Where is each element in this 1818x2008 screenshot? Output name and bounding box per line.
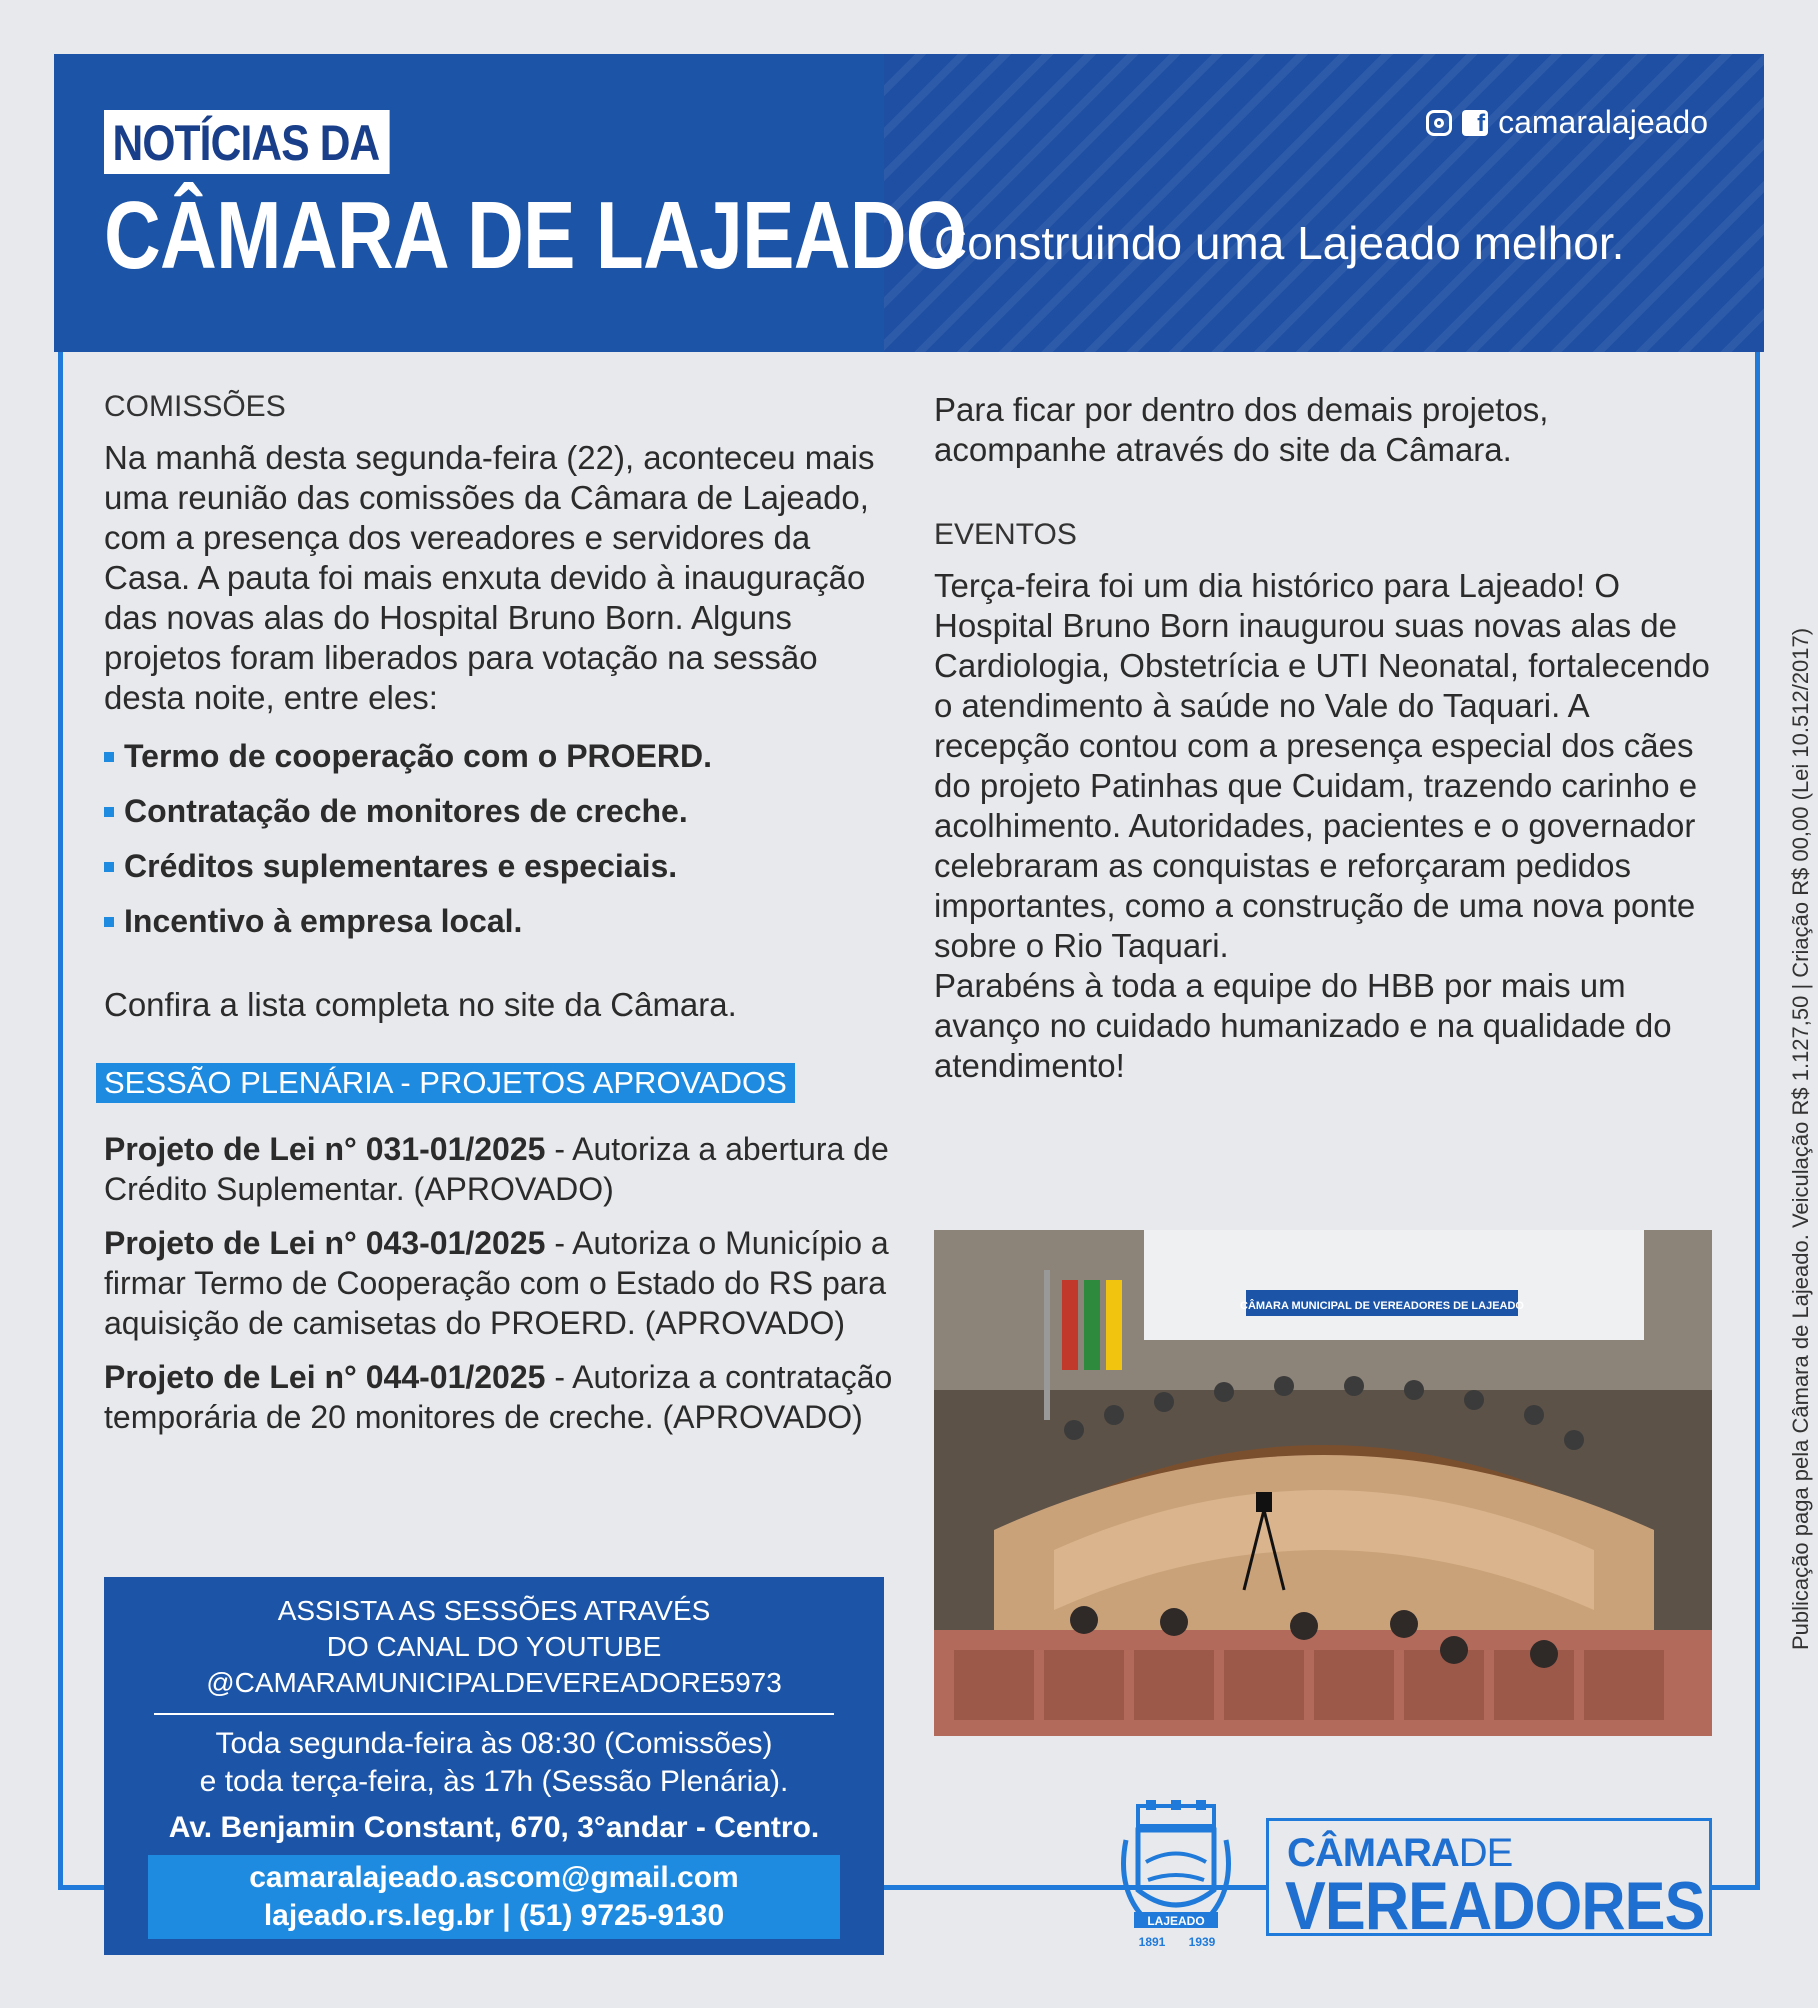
left-column (104, 390, 894, 1451)
list-item: Contratação de monitores de creche. (104, 791, 894, 831)
social-links (1426, 104, 1708, 141)
header-kicker: NOTÍCIAS DA (104, 110, 390, 174)
sessao-title: SESSÃO PLENÁRIA - PROJETOS APROVADOS (96, 1063, 795, 1103)
session-times-2: e toda terça-feira, às 17h (Sessão Plenária). (199, 1765, 789, 1798)
eventos-text-2: Parabéns à toda a equipe do HBB por mais um avanço no cuidado humanizado e na qualidade do atendimento! (934, 967, 1672, 1084)
camara-logo (1266, 1818, 1712, 1944)
youtube-channel-handle[interactable]: @CAMARAMUNICIPALDEVEREADORE5973 (206, 1667, 782, 1698)
session-times (104, 1725, 884, 1801)
plenary-illustration (934, 1230, 1712, 1736)
facebook-icon[interactable]: f (1462, 110, 1488, 136)
projeto-number: Projeto de Lei n° 044-01/2025 (104, 1359, 546, 1395)
projeto-item (104, 1129, 894, 1209)
session-times-1: Toda segunda-feira às 08:30 (Comissões) (215, 1727, 773, 1760)
header-title: CÂMARA DE LAJEADO (104, 182, 967, 289)
divider (154, 1713, 834, 1715)
right-column (934, 390, 1724, 1086)
projeto-item (104, 1223, 894, 1343)
social-handle[interactable]: camaralajeado (1498, 104, 1708, 140)
list-item: Termo de cooperação com o PROERD. (104, 736, 894, 776)
projeto-desc: - Autoriza a abertura de Crédito Suplementar. (APROVADO) (104, 1131, 889, 1207)
logo-top-bold: CÂMARA (1287, 1831, 1459, 1875)
site-phone[interactable]: lajeado.rs.leg.br | (51) 9725-9130 (263, 1899, 725, 1932)
contact-box (148, 1855, 840, 1939)
youtube-heading (104, 1593, 884, 1701)
projeto-number: Projeto de Lei n° 031-01/2025 (104, 1131, 546, 1167)
email-link[interactable]: camaralajeado.ascom@gmail.com (249, 1861, 739, 1894)
eventos-title: EVENTOS (934, 518, 1077, 551)
slogan: Construindo uma Lajeado melhor. (934, 217, 1625, 269)
eventos-text: Terça-feira foi um dia histórico para Lajeado! O Hospital Bruno Born inaugurou suas novas alas de Cardiologia, Obstetrícia e UTI Neonatal, fortalecendo o atendimento à saúde no Vale do Taquari. A recepção contou com a presença especial dos cães do projeto Patinhas que Cuidam, trazendo carinho e acolhimento. Autoridades, pacientes e o governador celebraram as conquistas e reforçaram pedidos importantes, como a construção de uma nova ponte sobre o Rio Taquari. (934, 567, 1710, 964)
photo-banner-text: CÂMARA MUNICIPAL DE VEREADORES DE LAJEADO (1240, 1300, 1524, 1312)
address: Av. Benjamin Constant, 670, 3°andar - Centro. (168, 1811, 820, 1844)
list-item: Incentivo à empresa local. (104, 901, 894, 941)
youtube-line-1: ASSISTA AS SESSÕES ATRAVÉS (277, 1595, 711, 1626)
comissoes-title: COMISSÕES (104, 390, 286, 423)
logo-top-light: DE (1458, 1831, 1513, 1875)
crest-year-1: 1891 (1138, 1935, 1166, 1949)
comissoes-text: Na manhã desta segunda-feira (22), aconteceu mais uma reunião das comissões da Câmara de Lajeado, com a presença dos vereadores e servidores da Casa. A pauta foi mais enxuta devido à inauguração das novas alas do Hospital Bruno Born. Alguns projetos foram liberados para votação na sessão desta noite, entre eles: (104, 439, 875, 716)
projeto-desc: - Autoriza o Município a firmar Termo de Cooperação com o Estado do RS para aquisição de camisetas do PROERD. (APROVADO) (104, 1225, 889, 1341)
side-note: Publicação paga pela Câmara de Lajeado. Veiculação R$ 1.127,50 | Criação R$ 00,00 (Lei 10.512/2017) (1788, 627, 1813, 1650)
plenary-photo (934, 1230, 1712, 1736)
youtube-line-2: DO CANAL DO YOUTUBE (326, 1631, 662, 1662)
crest-year-2: 1939 (1188, 1935, 1216, 1949)
list-item: Créditos suplementares e especiais. (104, 846, 894, 886)
instagram-icon[interactable] (1426, 110, 1452, 136)
comissoes-list (104, 736, 894, 941)
logo-bottom: VEREADORES (1285, 1868, 1705, 1944)
projeto-item (104, 1357, 894, 1437)
header-stripes (884, 54, 1764, 352)
crest-text: LAJEADO (1147, 1914, 1205, 1928)
confira-text: Confira a lista completa no site da Câmara. (104, 986, 737, 1023)
projeto-desc: - Autoriza a contratação temporária de 20 monitores de creche. (APROVADO) (104, 1359, 893, 1435)
youtube-info-box (104, 1577, 884, 1955)
projeto-number: Projeto de Lei n° 043-01/2025 (104, 1225, 546, 1261)
crest-logo (1116, 1800, 1236, 1952)
intro-text: Para ficar por dentro dos demais projetos, acompanhe através do site da Câmara. (934, 391, 1549, 468)
